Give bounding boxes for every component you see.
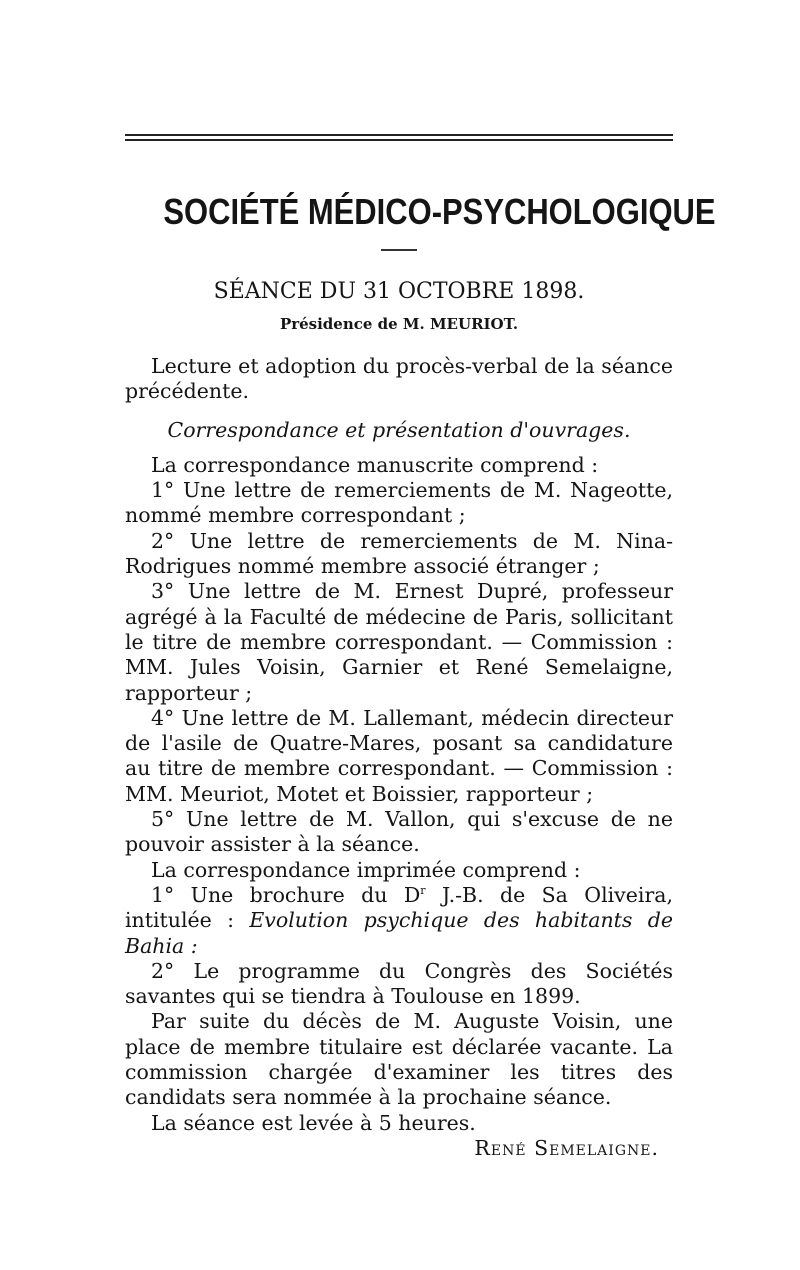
session-date: SÉANCE DU 31 OCTOBRE 1898. (213, 279, 585, 304)
manuscript-item-5: 5° Une lettre de M. Vallon, qui s'excuse de ne pouvoir assister à la séance. (125, 807, 673, 857)
minutes-body (125, 354, 673, 1161)
manuscript-intro: La correspondance manuscrite comprend : (151, 452, 599, 477)
printed-item-2: 2° Le programme du Congrès des Sociétés savantes qui se tiendra à Toulouse en 1899. (125, 958, 673, 1009)
reading-paragraph: Lecture et adoption du procès-verbal de la séance précédente. (125, 354, 673, 404)
printed-item-1 (125, 883, 673, 959)
top-double-rule (125, 134, 673, 141)
closing-line: La séance est levée à 5 heures. (151, 1110, 476, 1135)
vacancy-paragraph: Par suite du décès de M. Auguste Voisin, une place de membre titulaire est déclarée vacante. La commission chargée d'examiner les titres des candidats sera nommée à la prochaine séance. (125, 1009, 673, 1110)
manuscript-item-2: 2° Une lettre de remerciements de M. Nina-Rodrigues nommé membre associé étranger ; (125, 528, 673, 579)
section-heading: Correspondance et présentation d'ouvrages. (167, 417, 631, 442)
manuscript-item-4: 4° Une lettre de M. Lallemant, médecin directeur de l'asile de Quatre-Mares, posant sa candidature au titre de membre correspondant. — Commission : MM. Meuriot, Motet et Boissier, rapporteur ; (125, 705, 673, 806)
presidence-line: Présidence de M. MEURIOT. (279, 315, 519, 333)
title-divider (381, 249, 417, 251)
document-page (125, 0, 716, 1270)
printed-item-1-prefix: 1° Une brochure du D (151, 882, 421, 907)
printed-item-1-suffix: J.-B. de Sa Oliveira, intitulée : (125, 882, 673, 933)
manuscript-item-3: 3° Une lettre de M. Ernest Dupré, professeur agrégé à la Faculté de médecine de Paris, sollicitant le titre de membre correspondant. — Commission : MM. Jules Voisin, Garnier et René Semelaigne, rapporteur ; (125, 579, 673, 705)
doctor-superscript: r (420, 884, 426, 898)
manuscript-item-1: 1° Une lettre de remerciements de M. Nageotte, nommé membre correspondant ; (125, 478, 673, 528)
page-title: SOCIÉTÉ MÉDICO-PSYCHOLOGIQUE (163, 191, 716, 232)
signature: René Semelaigne. (474, 1135, 659, 1160)
printed-intro: La correspondance imprimée comprend : (151, 857, 581, 882)
brochure-title: Evolution psychique des habitants de Bahia : (125, 908, 673, 958)
